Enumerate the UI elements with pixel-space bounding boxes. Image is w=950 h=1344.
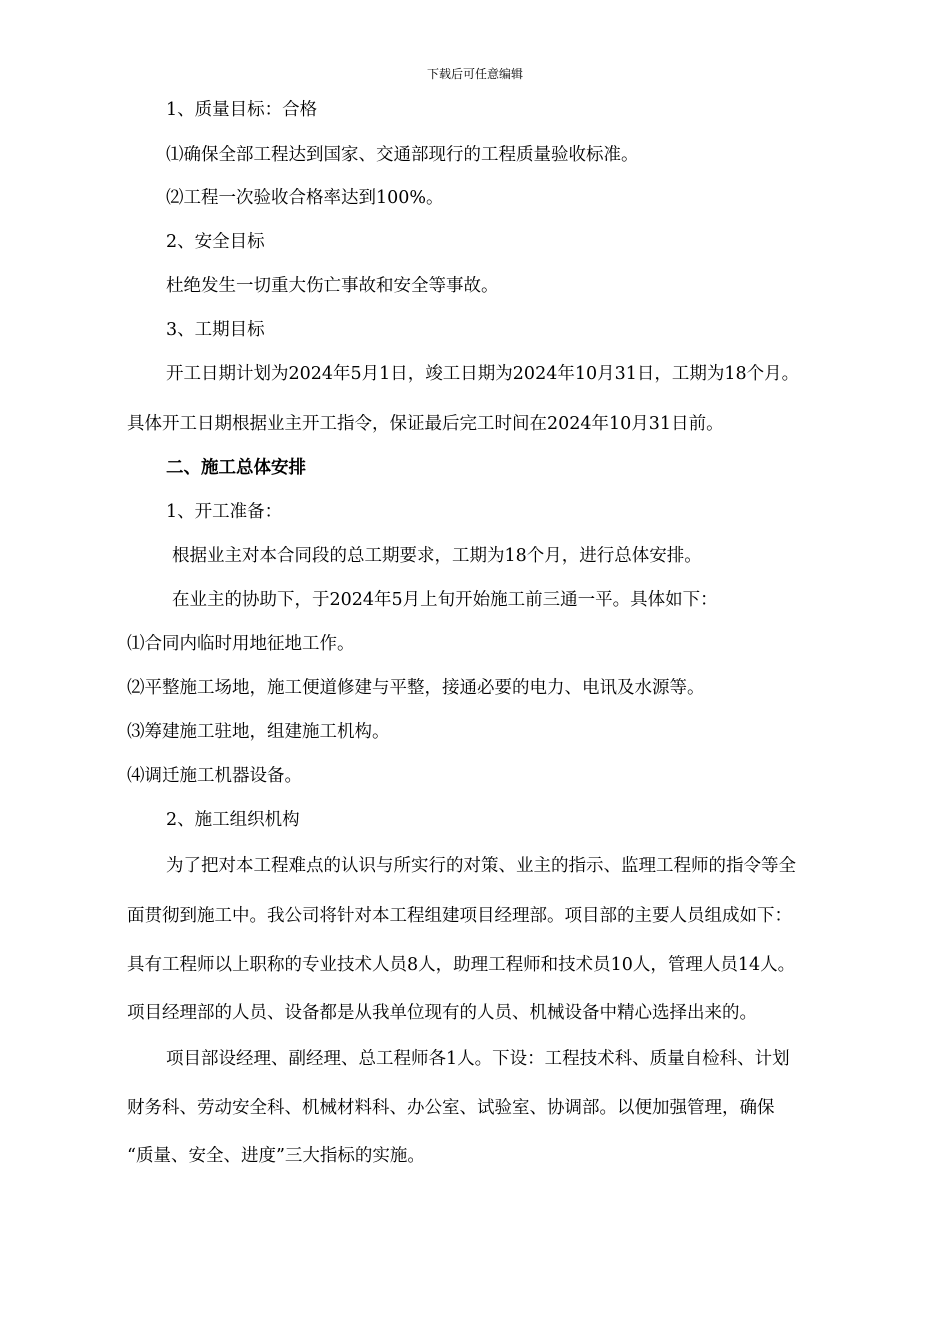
paragraph-line: 根据业主对本合同段的总工期要求，工期为18个月，进行总体安排。 [172, 546, 702, 566]
safety-goal-heading: 2、安全目标 [166, 232, 265, 252]
page-header: 下载后可任意编辑 [426, 67, 523, 81]
list-item: ⑷调迁施工机器设备。 [127, 766, 302, 786]
paragraph-line: 开工日期计划为2024年5月1日，竣工日期为2024年10月31日，工期为18个月。 [166, 364, 800, 384]
paragraph-line: “质量、安全、进度”三大指标的实施。 [127, 1146, 425, 1166]
paragraph-line: 具体开工日期根据业主开工指令，保证最后完工时间在2024年10月31日前。 [127, 414, 724, 434]
list-item: ⑵工程一次验收合格率达到100%。 [166, 188, 444, 208]
paragraph-line: 具有工程师以上职称的专业技术人员8人，助理工程师和技术员10人，管理人员14人。 [127, 955, 796, 975]
section-heading: 二、施工总体安排 [166, 458, 306, 478]
schedule-goal-heading: 3、工期目标 [166, 320, 265, 340]
paragraph-line: 面贯彻到施工中。我公司将针对本工程组建项目经理部。项目部的主要人员组成如下： [127, 906, 792, 926]
list-item: ⑶筹建施工驻地，组建施工机构。 [127, 722, 390, 742]
paragraph-line: 为了把对本工程难点的认识与所实行的对策、业主的指示、监理工程师的指令等全 [166, 856, 796, 876]
subsection-heading: 2、施工组织机构 [166, 810, 300, 830]
list-item: ⑴合同内临时用地征地工作。 [127, 634, 355, 654]
paragraph-line: 项目经理部的人员、设备都是从我单位现有的人员、机械设备中精心选择出来的。 [127, 1003, 757, 1023]
paragraph-line: 项目部设经理、副经理、总工程师各1人。下设：工程技术科、质量自检科、计划 [166, 1049, 790, 1069]
subsection-heading: 1、开工准备： [166, 502, 283, 522]
quality-goal-heading: 1、质量目标：合格 [166, 100, 318, 120]
list-item: ⑴确保全部工程达到国家、交通部现行的工程质量验收标准。 [166, 145, 639, 165]
paragraph-line: 杜绝发生一切重大伤亡事故和安全等事故。 [166, 276, 499, 296]
paragraph-line: 财务科、劳动安全科、机械材料科、办公室、试验室、协调部。以便加强管理，确保 [127, 1098, 775, 1118]
paragraph-line: 在业主的协助下，于2024年5月上旬开始施工前三通一平。具体如下： [172, 590, 718, 610]
list-item: ⑵平整施工场地，施工便道修建与平整，接通必要的电力、电讯及水源等。 [127, 678, 705, 698]
